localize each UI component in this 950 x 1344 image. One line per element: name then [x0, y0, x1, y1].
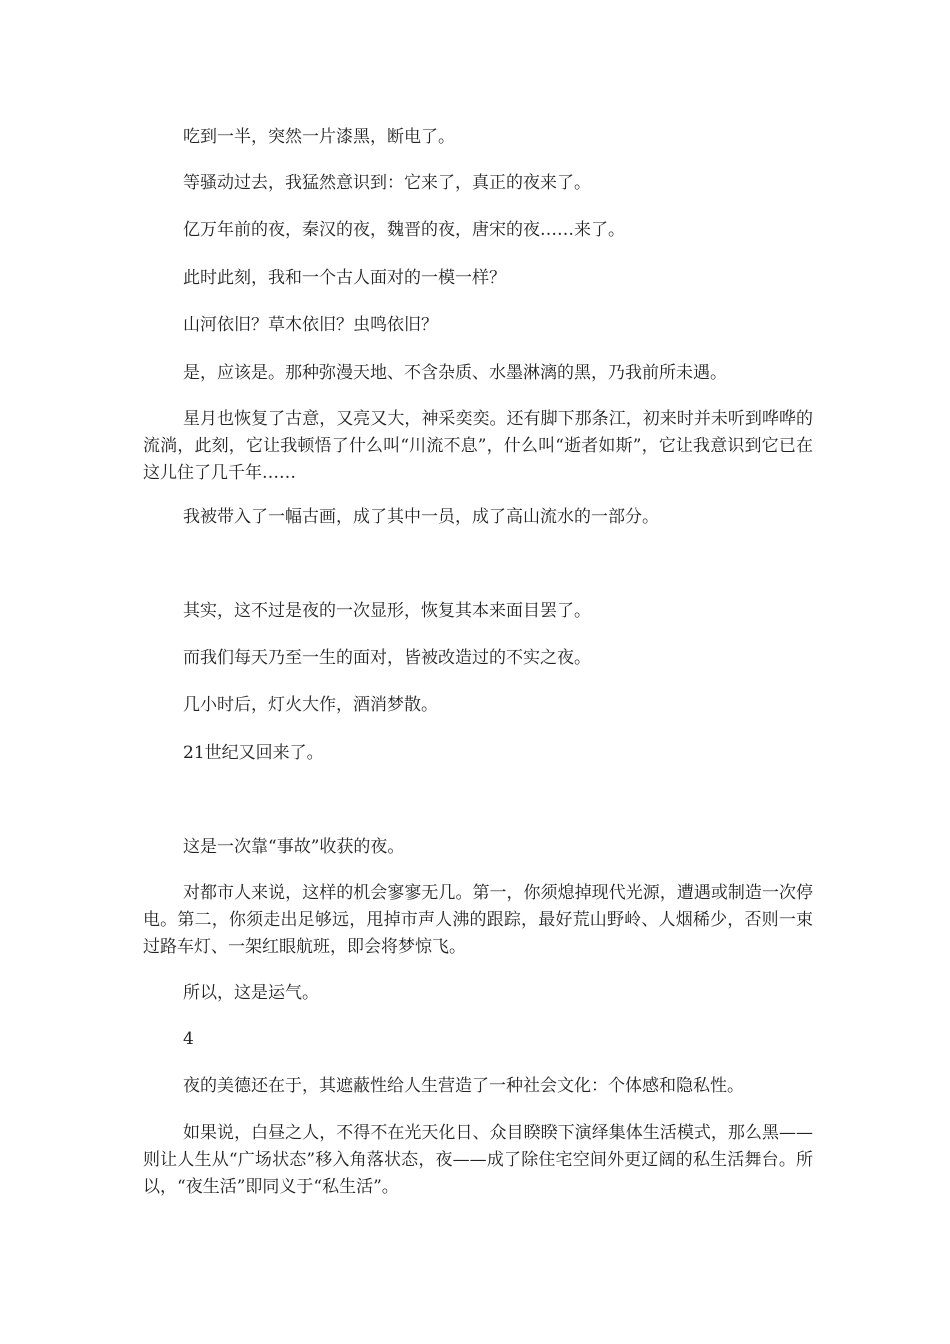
paragraph: 所以，这是运气。: [183, 983, 319, 1003]
paragraph: 其实，这不过是夜的一次显形，恢复其本来面目罢了。: [183, 601, 591, 621]
paragraph: 几小时后，灯火大作，酒消梦散。: [183, 695, 438, 715]
paragraph: 山河依旧？草木依旧？虫鸣依旧？: [183, 315, 438, 335]
paragraph: 吃到一半，突然一片漆黑，断电了。: [183, 127, 455, 147]
section-number: 4: [183, 1029, 194, 1049]
paragraph: 此时此刻，我和一个古人面对的一模一样？: [183, 268, 506, 288]
paragraph: 夜的美德还在于，其遮蔽性给人生营造了一种社会文化：个体感和隐私性。: [183, 1076, 744, 1096]
paragraph: 等骚动过去，我猛然意识到：它来了，真正的夜来了。: [183, 173, 591, 193]
paragraph: 是，应该是。那种弥漫天地、不含杂质、水墨淋漓的黑，乃我前所未遇。: [183, 363, 727, 383]
paragraph: 21世纪又回来了。: [183, 743, 324, 763]
paragraph: 对都市人来说，这样的机会寥寥无几。第一，你须熄掉现代光源，遭遇或制造一次停电。第二，你须走出足够远，甩掉市声人沸的跟踪，最好荒山野岭、人烟稀少，否则一束过路车灯、一架红眼航班，即会将梦惊飞。: [143, 883, 813, 957]
paragraph: 如果说，白昼之人，不得不在光天化日、众目睽睽下演绎集体生活模式，那么黑——则让人生从“广场状态”移入角落状态，夜——成了除住宅空间外更辽阔的私生活舞台。所以，“夜生活”即同义于“私生活”。: [143, 1123, 813, 1197]
paragraph: 亿万年前的夜，秦汉的夜，魏晋的夜，唐宋的夜……来了。: [183, 220, 625, 240]
paragraph: 这是一次靠“事故”收获的夜。: [183, 837, 405, 857]
paragraph: 星月也恢复了古意，又亮又大，神采奕奕。还有脚下那条江，初来时并未听到哗哗的流淌，此刻，它让我顿悟了什么叫“川流不息”，什么叫“逝者如斯”，它让我意识到它已在这儿住了几千年……: [143, 409, 813, 483]
paragraph: 而我们每天乃至一生的面对，皆被改造过的不实之夜。: [183, 648, 591, 668]
paragraph: 我被带入了一幅古画，成了其中一员，成了高山流水的一部分。: [183, 507, 659, 527]
